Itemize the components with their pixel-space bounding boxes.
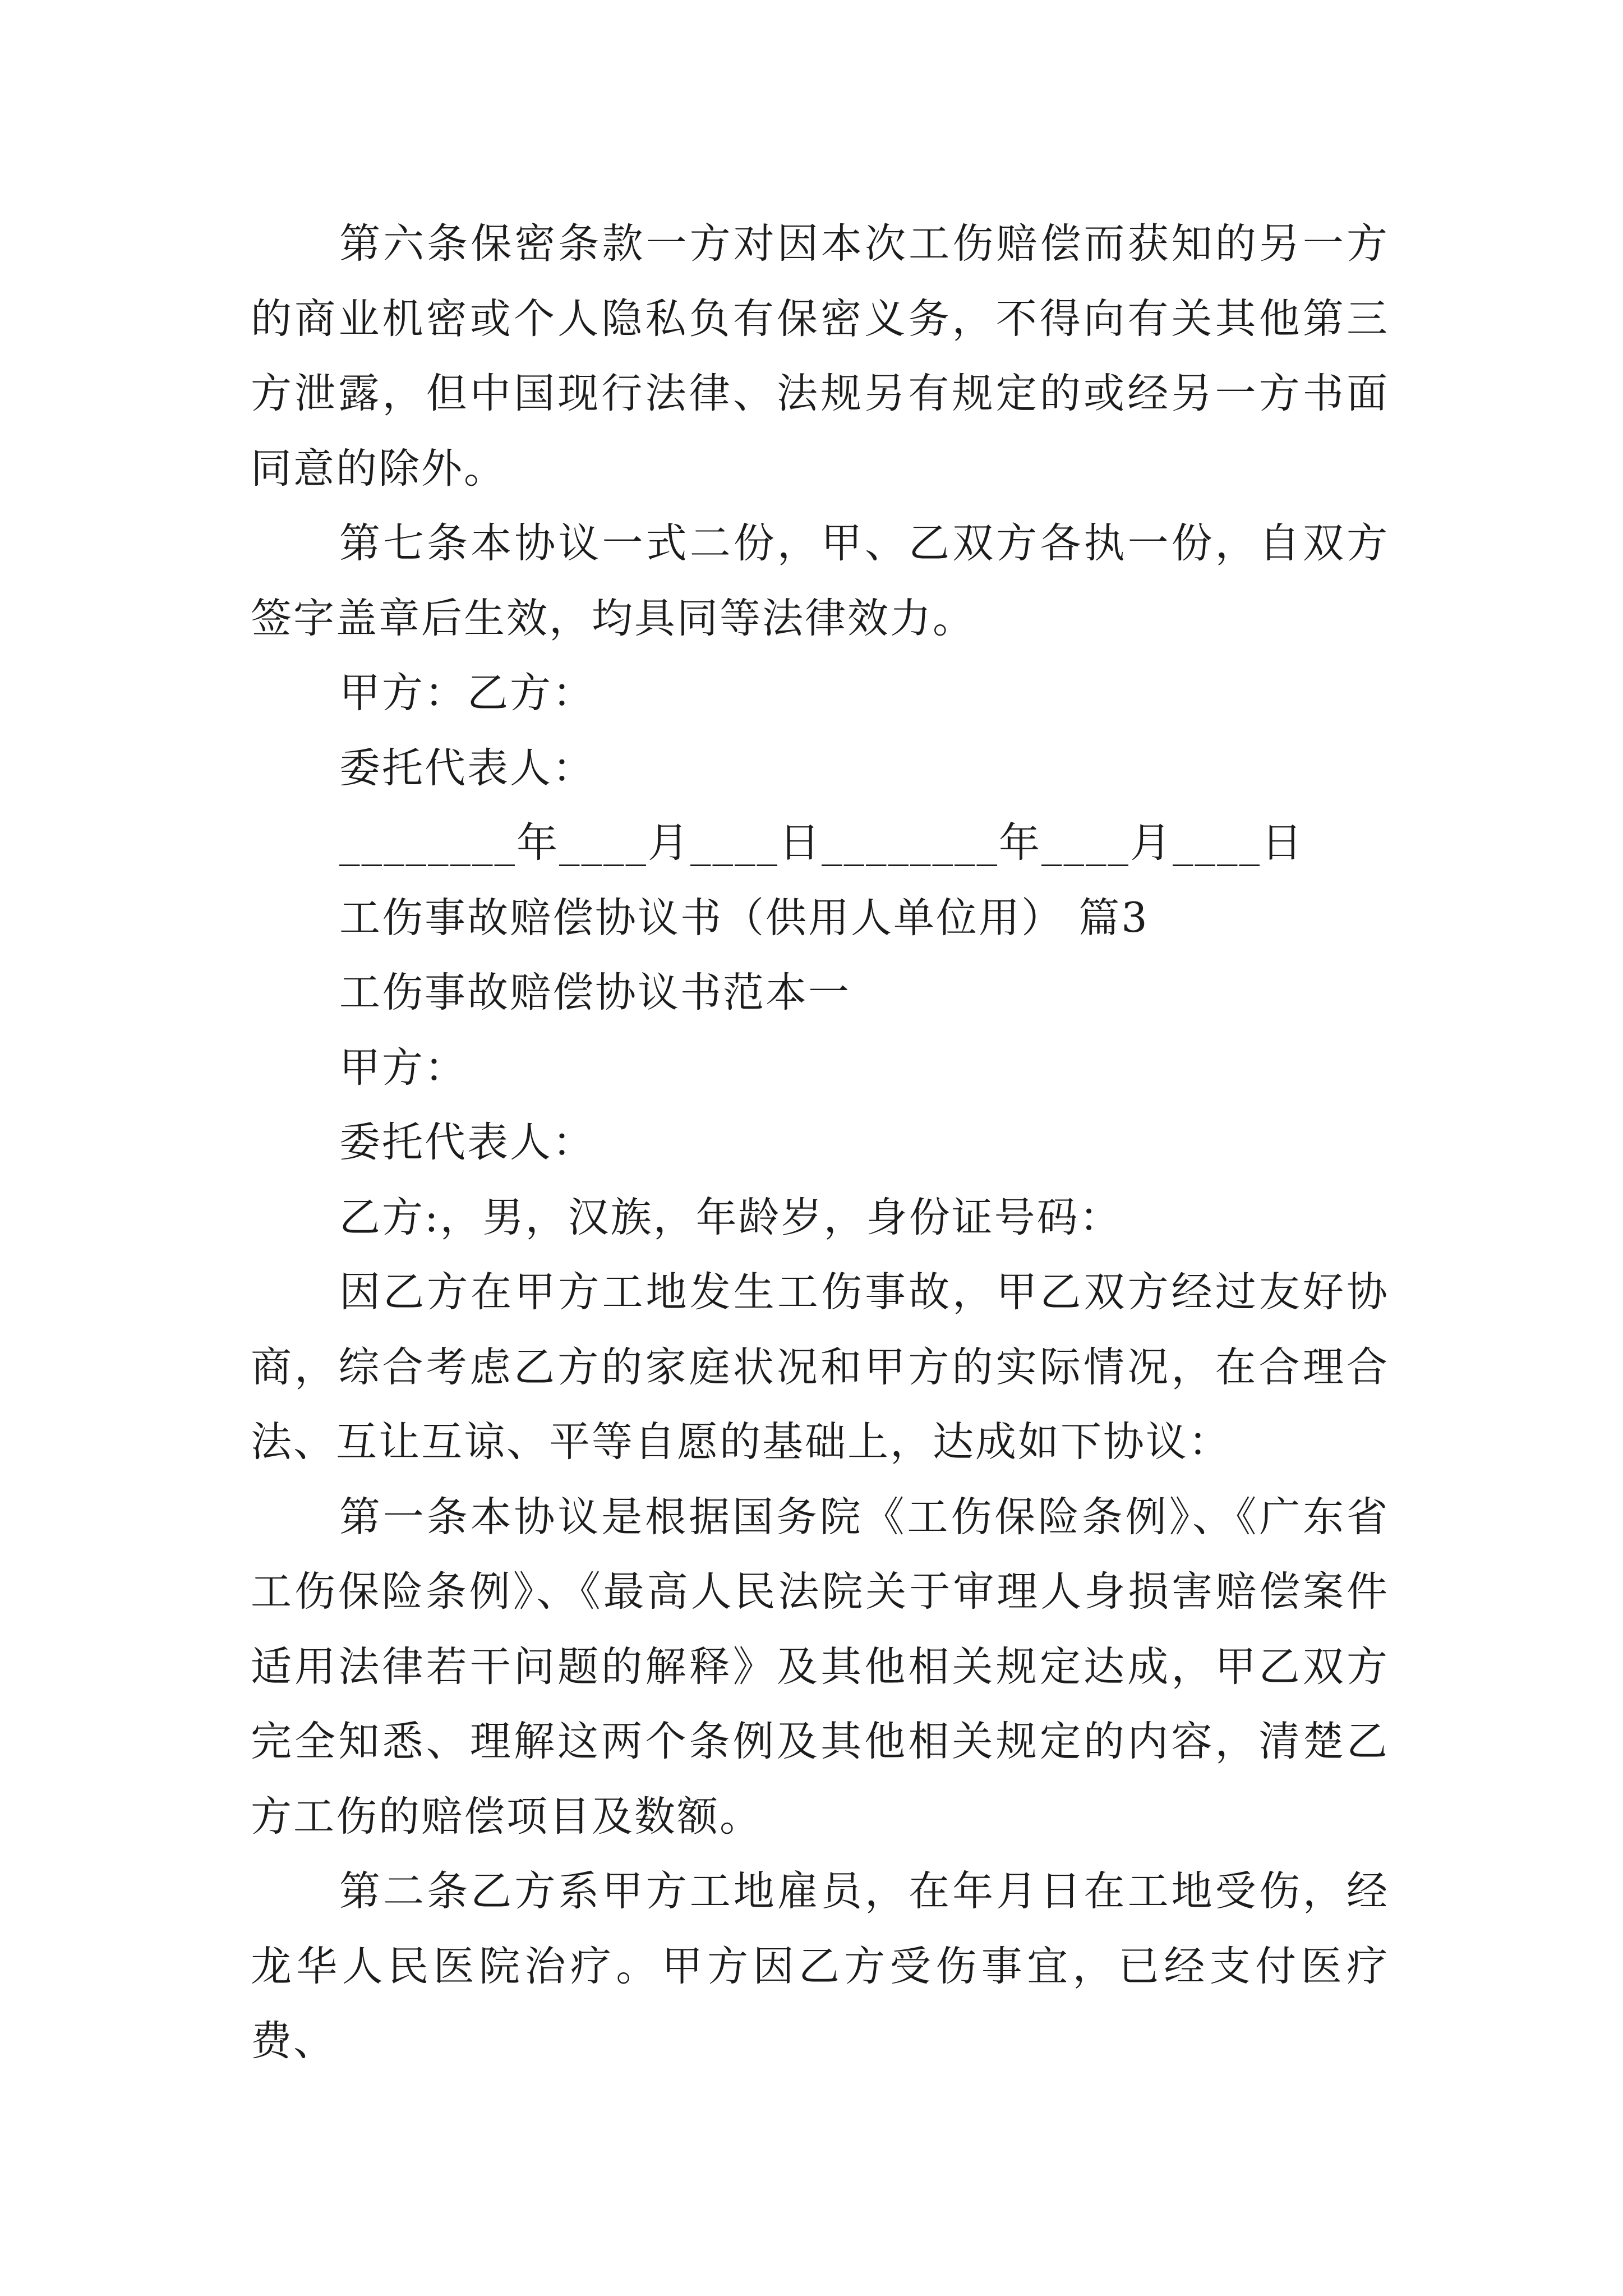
signature-date-line: ________年____月____日________年____月____日 — [339, 819, 1304, 867]
party-a-line: 甲方： — [339, 1043, 467, 1092]
article-2-injury-facts: 第二条乙方系甲方工地雇员，在年月日在工地受伤，经龙华人民医院治疗。甲方因乙方受伤事宜，已经支付医疗费、 — [251, 1867, 1389, 2065]
preamble-paragraph: 因乙方在甲方工地发生工伤事故，甲乙双方经过友好协商，综合考虑乙方的家庭状况和甲方的实际情况，在合理合法、互让互谅、平等自愿的基础上，达成如下协议： — [251, 1268, 1389, 1466]
article-6-confidentiality: 第六条保密条款一方对因本次工伤赔偿而获知的另一方的商业机密或个人隐私负有保密义务，不得向有关其他第三方泄露，但中国现行法律、法规另有规定的或经另一方书面同意的除外。 — [251, 220, 1389, 493]
template-title: 工伤事故赔偿协议书范本一 — [339, 969, 851, 1016]
signature-parties-line: 甲方：乙方： — [339, 669, 595, 717]
authorized-representative-line: 委托代表人： — [339, 744, 595, 792]
party-a-representative-line: 委托代表人： — [339, 1119, 595, 1166]
section-heading: 工伤事故赔偿协议书（供用人单位用） 篇3 — [339, 894, 1149, 942]
document-body — [251, 206, 1389, 2079]
article-7-copies: 第七条本协议一式二份，甲、乙双方各执一份，自双方签字盖章后生效，均具同等法律效力。 — [251, 519, 1389, 642]
article-1-legal-basis: 第一条本协议是根据国务院《工伤保险条例》、《广东省工伤保险条例》、《最高人民法院关于审理人身损害赔偿案件适用法律若干问题的解释》及其他相关规定达成，甲乙双方完全知悉、理解这两个条例及其他相关规定的内容，清楚乙方工伤的赔偿项目及数额。 — [251, 1493, 1389, 1841]
party-b-info-line: 乙方:，男，汉族，年龄岁，身份证号码： — [339, 1193, 1122, 1241]
